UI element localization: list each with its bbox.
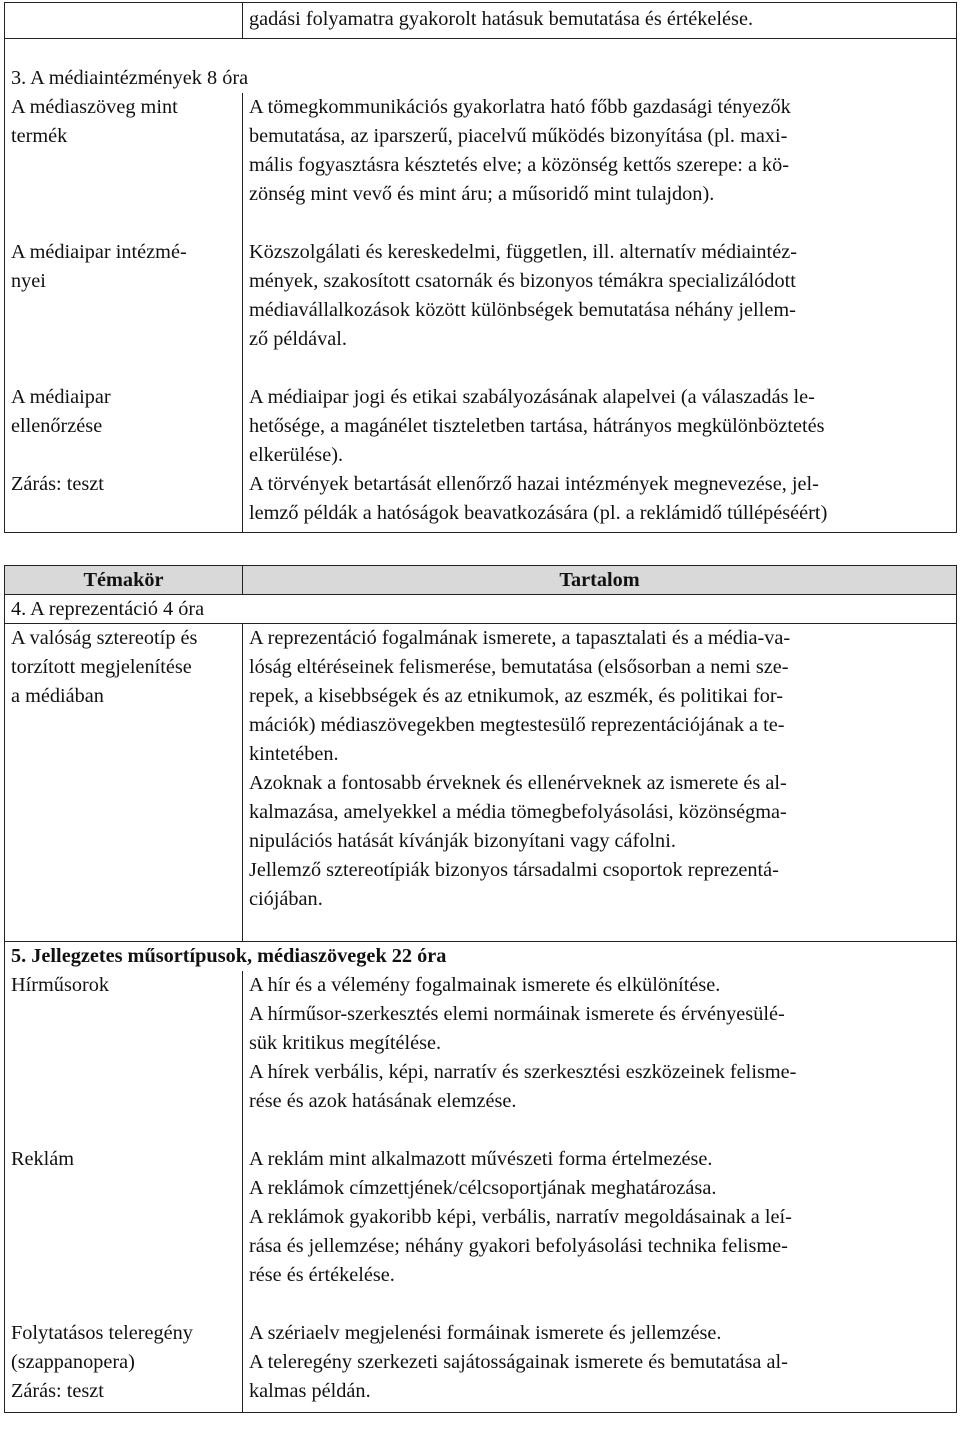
- content-line: mációk) médiaszövegekben megtestesülő reprezentációjának a te-: [249, 714, 785, 736]
- topic-line: A valóság sztereotíp és: [11, 627, 198, 649]
- content-line: hetősége, a magánélet tiszteletben tartása, hátrányos megkülönböztetés: [249, 415, 825, 437]
- content-cell: [243, 1145, 957, 1319]
- content-line: A törvények betartását ellenőrző hazai intézmények megnevezése, jel-: [249, 473, 819, 495]
- topic-line: Zárás: teszt: [11, 473, 104, 495]
- topic-cell: [5, 383, 243, 533]
- topic-line: A médiaipar intézmé-: [11, 241, 187, 263]
- curriculum-table-sections-4-5: [4, 565, 957, 1413]
- content-line: A reklámok címzettjének/célcsoportjának meghatározása.: [249, 1177, 717, 1199]
- content-line: zönség mint vevő és mint áru; a műsoridő mint tulajdon).: [249, 183, 715, 205]
- content-line: A hírek verbális, képi, narratív és szerkesztési eszközeinek felisme-: [249, 1061, 797, 1083]
- content-line: Közszolgálati és kereskedelmi, független, ill. alternatív médiaintéz-: [249, 241, 797, 263]
- continuation-text: gadási folyamatra gyakorolt hatásuk bemutatása és értékelése.: [249, 8, 754, 30]
- content-line: mális fogyasztásra késztetés elve; a közönség kettős szerepe: a kö-: [249, 154, 790, 176]
- content-line: A reklám mint alkalmazott művészeti forma értelmezése.: [249, 1148, 713, 1170]
- section-title-row: [5, 595, 957, 624]
- content-cell: [243, 93, 957, 238]
- header-topic: Témakör: [5, 566, 243, 595]
- content-line: A hír és a vélemény fogalmainak ismerete és elkülönítése.: [249, 974, 721, 996]
- section-4-title: 4. A reprezentáció 4 óra: [11, 598, 205, 620]
- topic-line: Hírműsorok: [11, 974, 110, 996]
- topic-line: A médiaszöveg mint: [11, 96, 178, 118]
- content-cell: [243, 971, 957, 1145]
- section-3-title: 3. A médiaintézmények 8 óra: [11, 67, 249, 89]
- topic-line: A médiaipar: [11, 386, 111, 408]
- content-line: Azoknak a fontosabb érveknek és ellenérveknek az ismerete és al-: [249, 772, 787, 794]
- content-line: A médiaipar jogi és etikai szabályozásának alapelvei (a válaszadás le-: [249, 386, 815, 408]
- topic-cell: [5, 238, 243, 383]
- topic-line: Reklám: [11, 1148, 75, 1170]
- content-line: Jellemző sztereotípiák bizonyos társadalmi csoportok reprezentá-: [249, 859, 779, 881]
- content-cell: [243, 238, 957, 383]
- section-title-cell: [5, 39, 957, 94]
- section-title-cell: [5, 942, 957, 972]
- table-row: [5, 383, 957, 533]
- topic-cell: [5, 971, 243, 1145]
- topic-line: Folytatásos teleregény: [11, 1322, 193, 1344]
- section-5-title: 5. Jellegzetes műsortípusok, médiaszövegek 22 óra: [11, 945, 447, 967]
- topic-line: (szappanopera): [11, 1351, 135, 1373]
- content-line: médiavállalkozások között különbségek bemutatása néhány jellem-: [249, 299, 796, 321]
- content-line: A tömegkommunikációs gyakorlatra ható főbb gazdasági tényezők: [249, 96, 791, 118]
- content-line: kintetében.: [249, 743, 339, 765]
- topic-cell: [5, 1145, 243, 1319]
- content-line: kalmazása, amelyekkel a média tömegbefolyásolási, közönségma-: [249, 801, 787, 823]
- content-line: A reklámok gyakoribb képi, verbális, narratív megoldásainak a leí-: [249, 1206, 792, 1228]
- content-line: nipulációs hatását kívánják bizonyítani vagy cáfolni.: [249, 830, 676, 852]
- header-row: [5, 566, 957, 595]
- topic-cell: [5, 93, 243, 238]
- content-line: mények, szakosított csatornák és bizonyos témákra specializálódott: [249, 270, 796, 292]
- continuation-cell: [243, 3, 957, 39]
- section-title-cell: [5, 595, 957, 624]
- section-title-row: [5, 39, 957, 94]
- table-row: [5, 238, 957, 383]
- content-line: repek, a kisebbségek és az etnikumok, az eszmék, és politikai for-: [249, 685, 784, 707]
- content-line: A hírműsor-szerkesztés elemi normáinak ismerete és érvényesülé-: [249, 1003, 785, 1025]
- content-line: A reprezentáció fogalmának ismerete, a tapasztalati és a média-va-: [249, 627, 791, 649]
- section-title-row: [5, 942, 957, 972]
- topic-line: nyei: [11, 270, 46, 292]
- table-row: [5, 93, 957, 238]
- topic-line: [11, 441, 236, 470]
- topic-line: torzított megjelenítése: [11, 656, 192, 678]
- content-line: ző példával.: [249, 328, 347, 350]
- content-line: elkerülése).: [249, 444, 344, 466]
- content-line: A teleregény szerkezeti sajátosságainak ismerete és bemutatása al-: [249, 1351, 788, 1373]
- content-cell: [243, 383, 957, 533]
- curriculum-table-section-3: [4, 2, 957, 533]
- table-row: [5, 971, 957, 1145]
- topic-line: a médiában: [11, 685, 104, 707]
- table-row: [5, 1145, 957, 1319]
- content-line: A szériaelv megjelenési formáinak ismerete és jellemzése.: [249, 1322, 722, 1344]
- content-line: rása és jellemzése; néhány gyakori befolyásolási technika felisme-: [249, 1235, 788, 1257]
- content-line: bemutatása, az iparszerű, piacelvű működés bizonyítása (pl. maxi-: [249, 125, 788, 147]
- empty-topic-cell: [5, 3, 243, 39]
- topic-line: Zárás: teszt: [11, 1380, 104, 1402]
- topic-line: ellenőrzése: [11, 415, 103, 437]
- table-row: [5, 1319, 957, 1413]
- continuation-row: [5, 3, 957, 39]
- content-cell: [243, 624, 957, 942]
- table-row: [5, 624, 957, 942]
- content-line: rése és értékelése.: [249, 1264, 395, 1286]
- topic-line: termék: [11, 125, 68, 147]
- topic-cell: [5, 624, 243, 942]
- topic-cell: [5, 1319, 243, 1413]
- content-line: lóság eltéréseinek felismerése, bemutatása (elsősorban a nemi sze-: [249, 656, 789, 678]
- content-cell: [243, 1319, 957, 1413]
- content-line: sük kritikus megítélése.: [249, 1032, 442, 1054]
- content-line: ciójában.: [249, 888, 323, 910]
- content-line: lemző példák a hatóságok beavatkozására (pl. a reklámidő túllépéséért): [249, 502, 828, 524]
- content-line: kalmas példán.: [249, 1380, 371, 1402]
- content-line: rése és azok hatásának elemzése.: [249, 1090, 517, 1112]
- header-content: Tartalom: [243, 566, 957, 595]
